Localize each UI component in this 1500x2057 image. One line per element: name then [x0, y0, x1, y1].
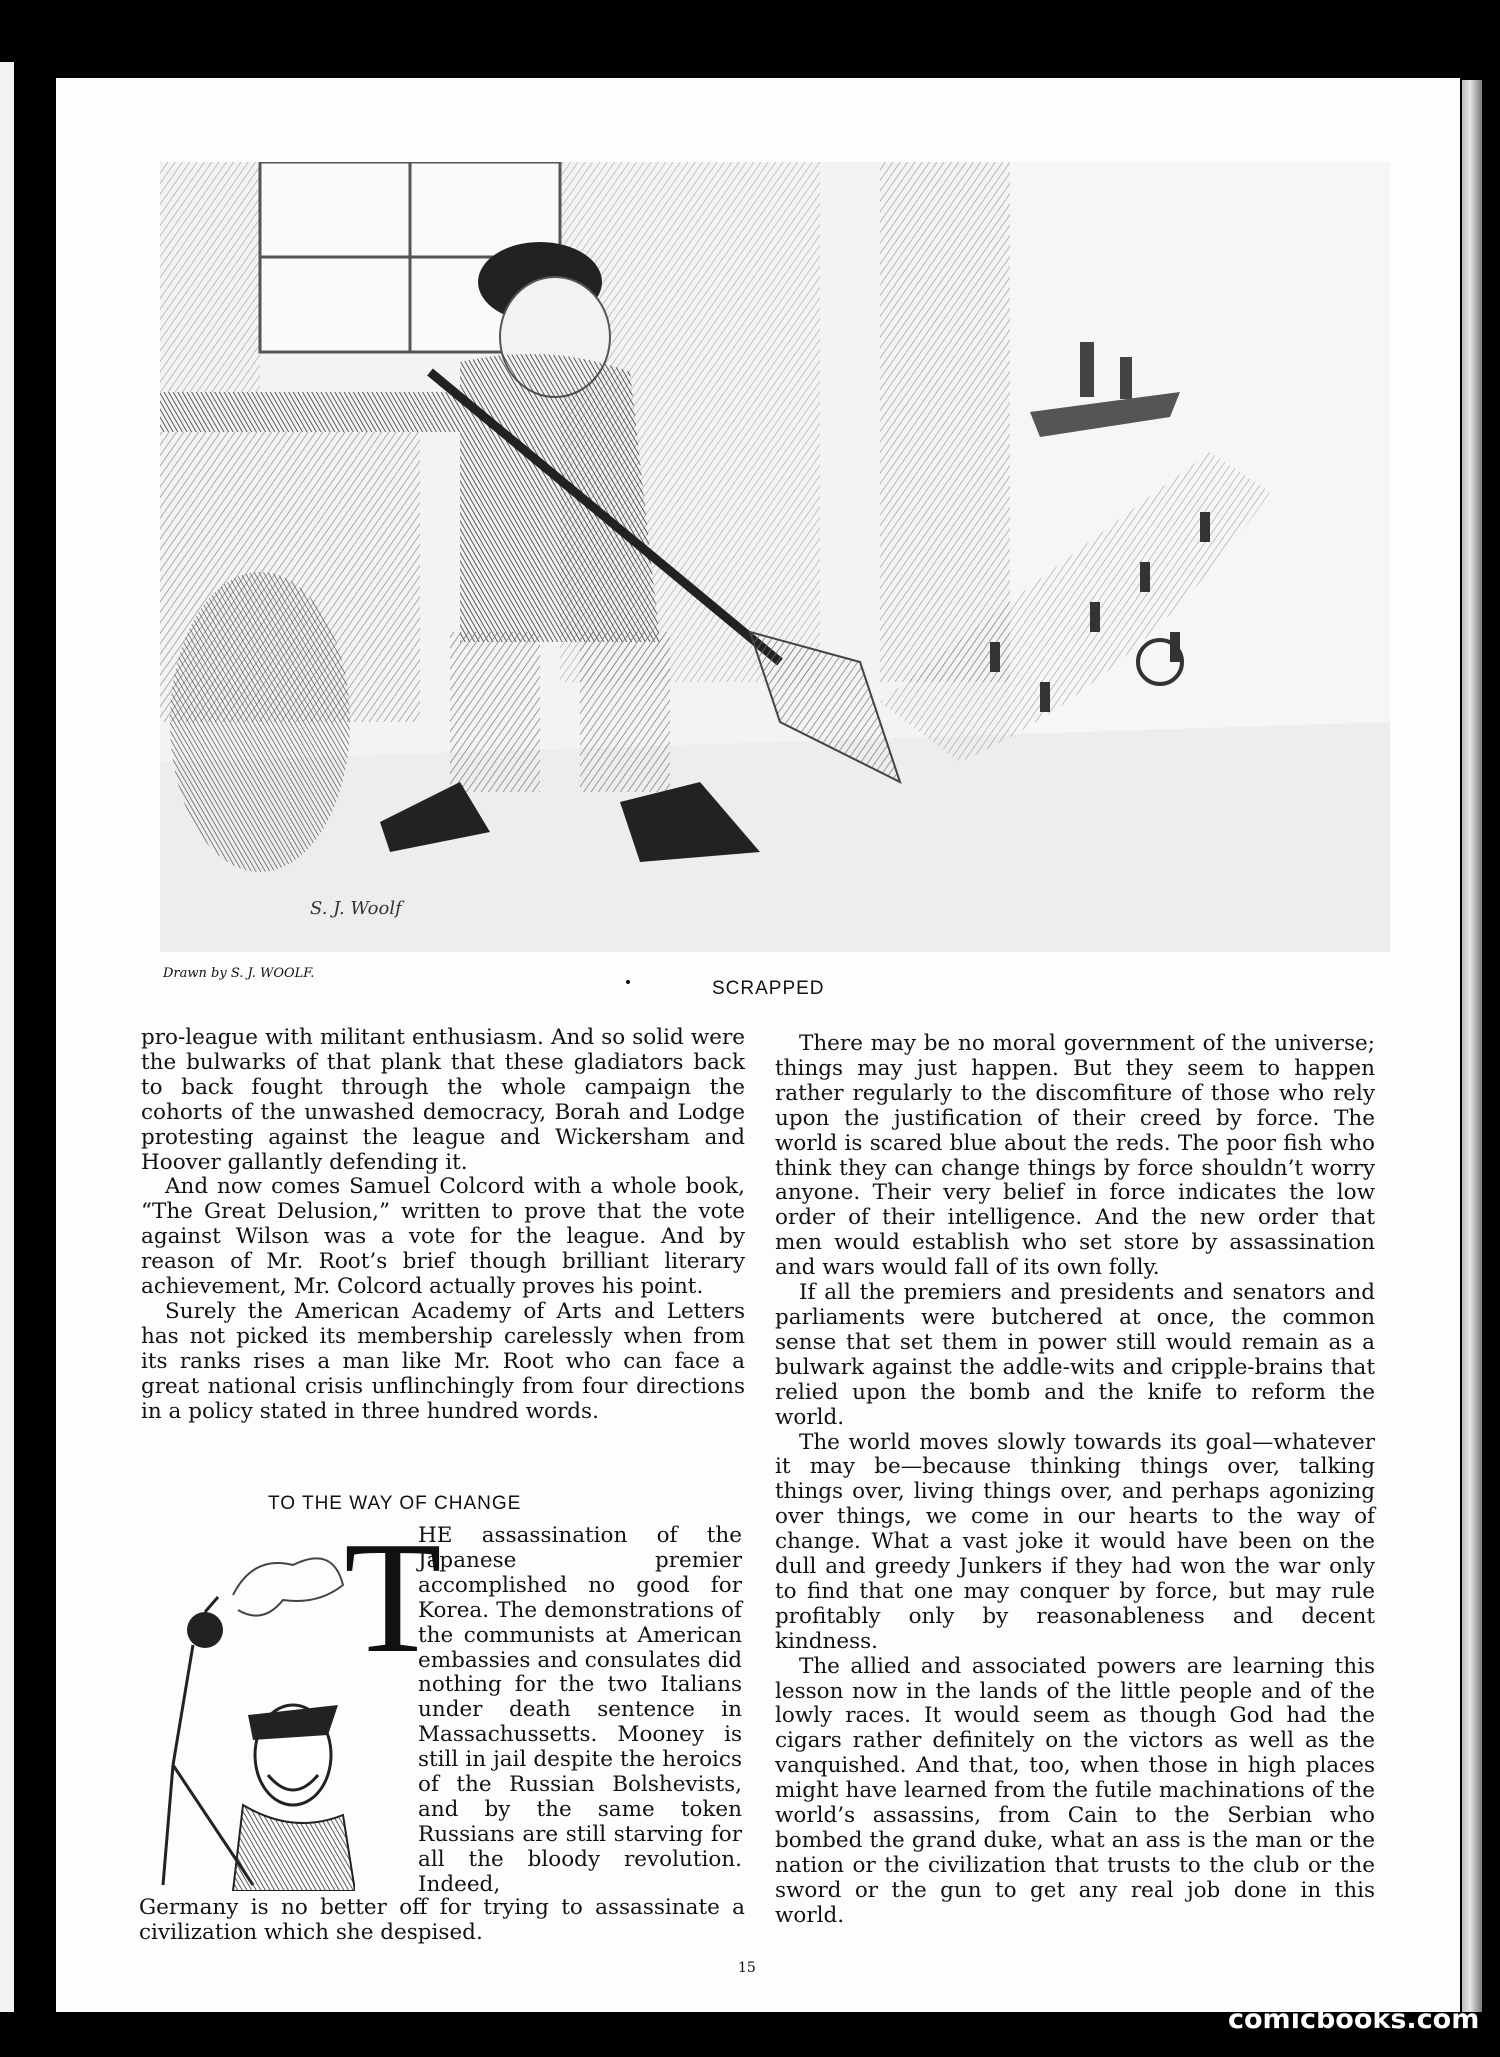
dropcap-paragraph [418, 1524, 742, 1898]
paragraph: The allied and associated powers are learning this lesson now in the lands of the little people and of the lowly races. It would seem as though God had the cigars rather definitely on the victors as well as the vanquished. And that, too, when those in high places might have learned from the futile machinations of the world’s assassins, from Cain to the Serbian who bombed the grand duke, what an ass is the man or the nation or the civilization that trusts to the club or the sword or the gun to get any real job done in this world. [775, 1653, 1375, 1928]
paragraph: The world moves slowly towards its goal—whatever it may be—because thinking things over, talking things over, living things over, and perhaps agonizing over things, we come in our hearts to the way of change. What a vast joke it would have been on the dull and greedy Junkers if they had won the war only to find that one may conquer by force, but may rule profitably only by reasonableness and decent kindness. [775, 1429, 1375, 1654]
watermark: comicbooks.com [1228, 2004, 1480, 2035]
santa-sweeping-toys-drawing [160, 162, 1390, 952]
caption-dot [626, 980, 630, 984]
paragraph: pro-league with militant enthusiasm. And so solid were the bulwarks of that plank that these gladiators back to back fought through the whole campaign the cohorts of the unwashed democracy, Borah and Lodge protesting against the league and Wickersham and Hoover gallantly defending it. [141, 1025, 745, 1175]
paragraph: Germany is no better off for trying to assassinate a civilization which she despised. [139, 1895, 745, 1945]
paragraph: If all the premiers and presidents and senators and parliaments were butchered at once, the common sense that set them in power still would remain as a bulwark against the addle-wits and cripple-brains that relied upon the bomb and the knife to reform the world. [775, 1280, 1375, 1430]
page-number: 15 [738, 1960, 756, 1976]
illustration-signature: S. J. Woolf [310, 898, 402, 919]
paragraph: HE assassination of the Japanese premier accomplished no good for Korea. The demonstrations of the communists at American embassies and consulates did nothing for the two Italians under death sentence in Massachussetts. Mooney is still in jail despite the heroics of the Russian Bolshevists, and by the same token Russians are still starving for all the bloody revolution. Indeed, [418, 1523, 742, 1897]
article-left-column [141, 1026, 745, 1425]
illustration-caption: SCRAPPED [712, 978, 825, 999]
page-edge [1462, 80, 1482, 2012]
paragraph: There may be no moral government of the universe; things may just happen. But they seem to happen rather regularly to the discomfiture of those who rely upon the justification of their creed by force. The world is scared blue about the reds. The poor fish who think they can change things by force shouldn’t worry anyone. Their very belief in force indicates the low order of their intelligence. And the new order that men would establish who set store by assassination and wars would fall of its own folly. [775, 1031, 1375, 1281]
article-right-column [775, 1032, 1375, 1929]
paragraph: Surely the American Academy of Arts and Letters has not picked its membership carelessly when from its ranks rises a man like Mr. Root who can face a great national crisis unflinchingly from four directions in a policy stated in three hundred words. [141, 1298, 745, 1424]
paragraph: And now comes Samuel Colcord with a whole book, “The Great Delusion,” written to prove that the vote against Wilson was a vote for the league. And by reason of Mr. Root’s brief though brilliant literary achievement, Mr. Colcord actually proves his point. [141, 1174, 745, 1300]
section-heading: TO THE WAY OF CHANGE [268, 1493, 522, 1514]
scrapped-illustration [160, 162, 1390, 952]
illustration-credit: Drawn by S. J. WOOLF. [163, 966, 315, 981]
article-left-bottom [139, 1896, 745, 1946]
bomb-thrower-cartoon [143, 1535, 355, 1891]
page-spine [0, 62, 14, 2012]
drop-cap: T [344, 1508, 442, 1686]
